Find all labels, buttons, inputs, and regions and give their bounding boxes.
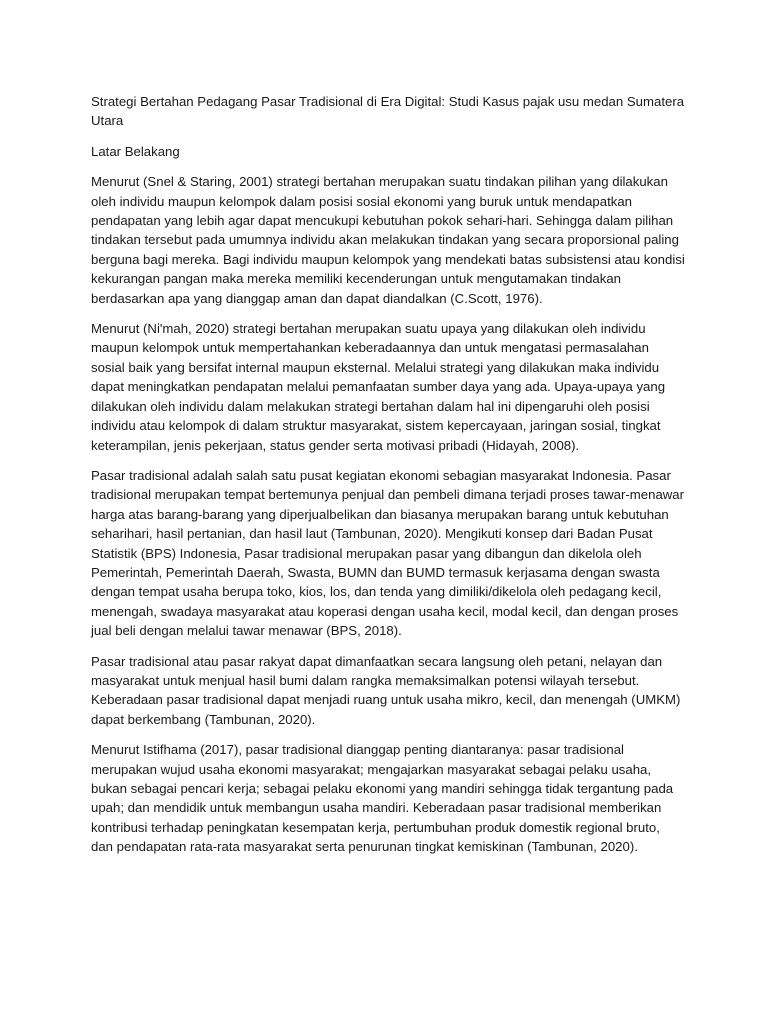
section-heading: Latar Belakang: [91, 143, 180, 159]
paragraph: Pasar tradisional atau pasar rakyat dapat dimanfaatkan secara langsung oleh petani, nelayan dan masyarakat untuk menjual hasil bumi dalam rangka memaksimalkan potensi wilayah tersebut. Keberadaan pasar tradisional dapat menjadi ruang untuk usaha mikro, kecil, dan menengah (UMKM) dapat berkembang (Tambunan, 2020).: [91, 653, 681, 727]
paragraph: Menurut (Ni'mah, 2020) strategi bertahan merupakan suatu upaya yang dilakukan oleh individu maupun kelompok untuk mempertahankan keberadaannya dan untuk mengatasi permasalahan sosial baik yang bersifat internal maupun eksternal. Melalui strategi yang dilakukan maka individu dapat meningkatkan pendapatan melalui pemanfaatan sumber daya yang ada. Upaya-upaya yang dilakukan oleh individu dalam melakukan strategi bertahan dalam hal ini dipengaruhi oleh posisi individu atau kelompok di dalam struktur masyarakat, sistem kepercayaan, jaringan sosial, tingkat keterampilan, jenis pekerjaan, status gender serta motivasi pribadi (Hidayah, 2008).: [91, 321, 666, 453]
paragraph: Menurut (Snel & Staring, 2001) strategi bertahan merupakan suatu tindakan pilihan yang dilakukan oleh individu maupun kelompok dalam posisi sosial ekonomi yang buruk untuk mendapatkan pendapatan yang lebih agar dapat mencukupi kebutuhan pokok sehari-hari. Sehingga dalam pilihan tindakan tersebut pada umumnya individu akan melakukan tindakan yang secara proporsional paling berguna bagi mereka. Bagi individu maupun kelompok yang mendekati batas subsistensi atau kondisi kekurangan pangan maka mereka memiliki kecenderungan untuk mengutamakan tindakan berdasarkan apa yang dianggap aman dan dapat diandalkan (C.Scott, 1976).: [91, 174, 685, 306]
document-title: Strategi Bertahan Pedagang Pasar Tradisional di Era Digital: Studi Kasus pajak usu medan Sumatera Utara: [91, 94, 685, 129]
paragraph: Menurut Istifhama (2017), pasar tradisional dianggap penting diantaranya: pasar tradisional merupakan wujud usaha ekonomi masyarakat; mengajarkan masyarakat sebagai pelaku usaha, bukan sebagai pencari kerja; sebagai pelaku ekonomi yang mandiri sehingga tidak tergantung pada upah; dan mendidik untuk membangun usaha mandiri. Keberadaan pasar tradisional memberikan kontribusi terhadap peningkatan kesempatan kerja, pertumbuhan produk domestik regional bruto, dan pendapatan rata-rata masyarakat serta penurunan tingkat kemiskinan (Tambunan, 2020).: [91, 742, 674, 855]
document-body: [91, 92, 685, 868]
paragraph: Pasar tradisional adalah salah satu pusat kegiatan ekonomi sebagian masyarakat Indonesia. Pasar tradisional merupakan tempat bertemunya penjual dan pembeli dimana terjadi proses tawar-menawar harga atas barang-barang yang diperjualbelikan dan biasanya merupakan barang untuk kebutuhan seharihari, hasil pertanian, dan hasil laut (Tambunan, 2020). Mengikuti konsep dari Badan Pusat Statistik (BPS) Indonesia, Pasar tradisional merupakan pasar yang dibangun dan dikelola oleh Pemerintah, Pemerintah Daerah, Swasta, BUMN dan BUMD termasuk kerjasama dengan swasta dengan tempat usaha berupa toko, kios, los, dan tenda yang dimiliki/dikelola oleh pedagang kecil, menengah, swadaya masyarakat atau koperasi dengan usaha kecil, modal kecil, dan dengan proses jual beli dengan melalui tawar menawar (BPS, 2018).: [91, 467, 685, 639]
